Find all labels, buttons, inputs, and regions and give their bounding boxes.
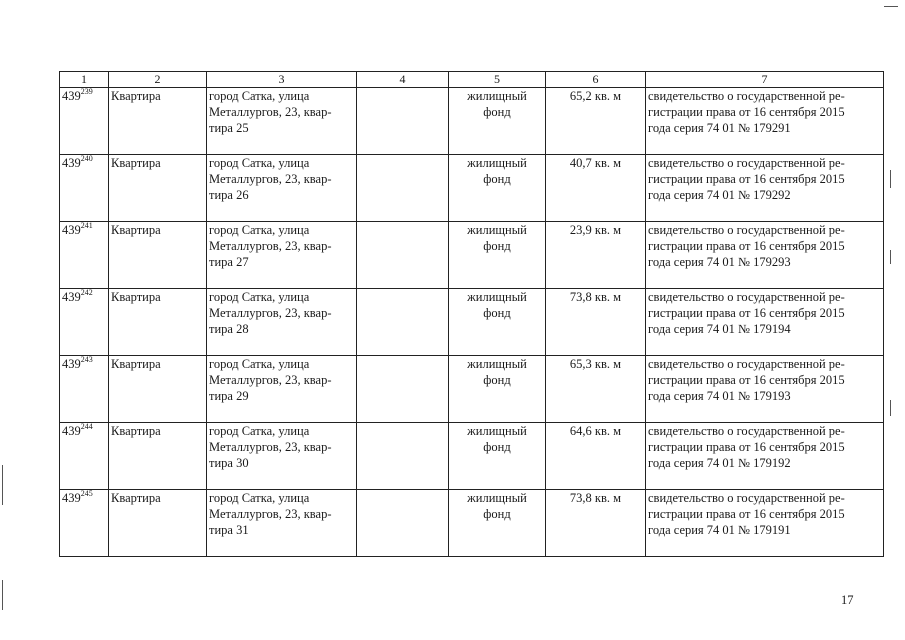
table-row xyxy=(60,423,884,490)
cell-number xyxy=(60,490,109,557)
address-line: тира 30 xyxy=(209,456,249,470)
cell-number xyxy=(60,289,109,356)
header-col-3: 3 xyxy=(207,72,357,88)
header-col-5: 5 xyxy=(449,72,546,88)
cell-number xyxy=(60,356,109,423)
certificate-line: гистрации права от 16 сентября 2015 xyxy=(648,306,845,320)
header-col-2: 2 xyxy=(109,72,207,88)
certificate-line: гистрации права от 16 сентября 2015 xyxy=(648,373,845,387)
header-col-4: 4 xyxy=(357,72,449,88)
address-line: тира 26 xyxy=(209,188,249,202)
cell-certificate xyxy=(646,423,884,490)
cell-fund xyxy=(449,155,546,222)
number-superscript: 245 xyxy=(80,488,93,498)
cell-col4 xyxy=(357,88,449,155)
cell-type: Квартира xyxy=(109,423,207,490)
number-base: 439 xyxy=(62,357,81,371)
scan-mark-left-2 xyxy=(2,580,3,610)
certificate-line: свидетельство о государственной ре- xyxy=(648,156,845,170)
cell-address xyxy=(207,289,357,356)
certificate-line: года серия 74 01 № 179292 xyxy=(648,188,791,202)
fund-line: жилищный xyxy=(467,424,527,438)
table-row xyxy=(60,155,884,222)
cell-type: Квартира xyxy=(109,289,207,356)
fund-line: фонд xyxy=(483,507,511,521)
certificate-line: года серия 74 01 № 179193 xyxy=(648,389,791,403)
cell-col4 xyxy=(357,490,449,557)
address-line: город Сатка, улица xyxy=(209,424,310,438)
cell-area: 65,2 кв. м xyxy=(546,88,646,155)
fund-line: фонд xyxy=(483,306,511,320)
scan-mark-right-2 xyxy=(890,250,891,264)
cell-fund xyxy=(449,356,546,423)
cell-type: Квартира xyxy=(109,155,207,222)
cell-number xyxy=(60,88,109,155)
address-line: город Сатка, улица xyxy=(209,223,310,237)
cell-address xyxy=(207,222,357,289)
address-line: Металлургов, 23, квар- xyxy=(209,105,332,119)
address-line: Металлургов, 23, квар- xyxy=(209,172,332,186)
cell-col4 xyxy=(357,289,449,356)
cell-col4 xyxy=(357,423,449,490)
cell-address xyxy=(207,356,357,423)
cell-fund xyxy=(449,289,546,356)
cell-col4 xyxy=(357,155,449,222)
address-line: Металлургов, 23, квар- xyxy=(209,507,332,521)
cell-col4 xyxy=(357,222,449,289)
address-line: тира 25 xyxy=(209,121,249,135)
certificate-line: свидетельство о государственной ре- xyxy=(648,290,845,304)
cell-area: 23,9 кв. м xyxy=(546,222,646,289)
cell-area: 73,8 кв. м xyxy=(546,289,646,356)
fund-line: жилищный xyxy=(467,156,527,170)
scan-mark-right-3 xyxy=(890,400,891,416)
fund-line: жилищный xyxy=(467,89,527,103)
table-row xyxy=(60,356,884,423)
number-base: 439 xyxy=(62,424,81,438)
number-base: 439 xyxy=(62,89,81,103)
fund-line: жилищный xyxy=(467,491,527,505)
cell-address xyxy=(207,155,357,222)
number-superscript: 242 xyxy=(80,287,93,297)
table-row xyxy=(60,88,884,155)
cell-certificate xyxy=(646,155,884,222)
cell-type: Квартира xyxy=(109,88,207,155)
address-line: город Сатка, улица xyxy=(209,491,310,505)
address-line: Металлургов, 23, квар- xyxy=(209,373,332,387)
cell-area: 73,8 кв. м xyxy=(546,490,646,557)
number-base: 439 xyxy=(62,491,81,505)
header-col-1: 1 xyxy=(60,72,109,88)
certificate-line: года серия 74 01 № 179192 xyxy=(648,456,791,470)
cell-certificate xyxy=(646,222,884,289)
cell-address xyxy=(207,490,357,557)
number-base: 439 xyxy=(62,290,81,304)
number-base: 439 xyxy=(62,156,81,170)
header-col-7: 7 xyxy=(646,72,884,88)
certificate-line: свидетельство о государственной ре- xyxy=(648,491,845,505)
address-line: Металлургов, 23, квар- xyxy=(209,440,332,454)
address-line: Металлургов, 23, квар- xyxy=(209,239,332,253)
address-line: тира 28 xyxy=(209,322,249,336)
cell-fund xyxy=(449,222,546,289)
cell-fund xyxy=(449,88,546,155)
cell-certificate xyxy=(646,289,884,356)
certificate-line: свидетельство о государственной ре- xyxy=(648,223,845,237)
cell-fund xyxy=(449,423,546,490)
address-line: город Сатка, улица xyxy=(209,156,310,170)
cell-type: Квартира xyxy=(109,490,207,557)
certificate-line: гистрации права от 16 сентября 2015 xyxy=(648,239,845,253)
number-superscript: 240 xyxy=(80,153,93,163)
table-header-row xyxy=(60,72,884,88)
scan-mark-top-right xyxy=(884,6,898,7)
cell-number xyxy=(60,423,109,490)
fund-line: жилищный xyxy=(467,290,527,304)
address-line: город Сатка, улица xyxy=(209,357,310,371)
certificate-line: гистрации права от 16 сентября 2015 xyxy=(648,507,845,521)
cell-certificate xyxy=(646,88,884,155)
certificate-line: гистрации права от 16 сентября 2015 xyxy=(648,172,845,186)
fund-line: фонд xyxy=(483,440,511,454)
header-col-6: 6 xyxy=(546,72,646,88)
cell-type: Квартира xyxy=(109,356,207,423)
fund-line: фонд xyxy=(483,105,511,119)
cell-fund xyxy=(449,490,546,557)
address-line: Металлургов, 23, квар- xyxy=(209,306,332,320)
cell-address xyxy=(207,423,357,490)
certificate-line: года серия 74 01 № 179194 xyxy=(648,322,791,336)
cell-area: 65,3 кв. м xyxy=(546,356,646,423)
certificate-line: гистрации права от 16 сентября 2015 xyxy=(648,440,845,454)
certificate-line: свидетельство о государственной ре- xyxy=(648,89,845,103)
cell-certificate xyxy=(646,490,884,557)
cell-type: Квартира xyxy=(109,222,207,289)
certificate-line: года серия 74 01 № 179191 xyxy=(648,523,791,537)
fund-line: фонд xyxy=(483,239,511,253)
table-row xyxy=(60,222,884,289)
certificate-line: гистрации права от 16 сентября 2015 xyxy=(648,105,845,119)
number-superscript: 241 xyxy=(80,220,93,230)
number-superscript: 243 xyxy=(80,354,93,364)
address-line: город Сатка, улица xyxy=(209,290,310,304)
cell-number xyxy=(60,155,109,222)
fund-line: фонд xyxy=(483,373,511,387)
address-line: тира 29 xyxy=(209,389,249,403)
cell-certificate xyxy=(646,356,884,423)
cell-area: 64,6 кв. м xyxy=(546,423,646,490)
cell-number xyxy=(60,222,109,289)
fund-line: жилищный xyxy=(467,357,527,371)
scan-mark-right-1 xyxy=(890,170,891,188)
fund-line: фонд xyxy=(483,172,511,186)
fund-line: жилищный xyxy=(467,223,527,237)
table-row xyxy=(60,289,884,356)
number-superscript: 244 xyxy=(80,421,93,431)
address-line: тира 31 xyxy=(209,523,249,537)
address-line: тира 27 xyxy=(209,255,249,269)
number-superscript: 239 xyxy=(80,86,93,96)
certificate-line: года серия 74 01 № 179291 xyxy=(648,121,791,135)
certificate-line: года серия 74 01 № 179293 xyxy=(648,255,791,269)
page-number: 17 xyxy=(841,593,854,607)
table-row xyxy=(60,490,884,557)
certificate-line: свидетельство о государственной ре- xyxy=(648,357,845,371)
cell-address xyxy=(207,88,357,155)
scan-mark-left-1 xyxy=(2,465,3,505)
address-line: город Сатка, улица xyxy=(209,89,310,103)
cell-col4 xyxy=(357,356,449,423)
cell-area: 40,7 кв. м xyxy=(546,155,646,222)
certificate-line: свидетельство о государственной ре- xyxy=(648,424,845,438)
number-base: 439 xyxy=(62,223,81,237)
property-register-table xyxy=(59,71,884,557)
